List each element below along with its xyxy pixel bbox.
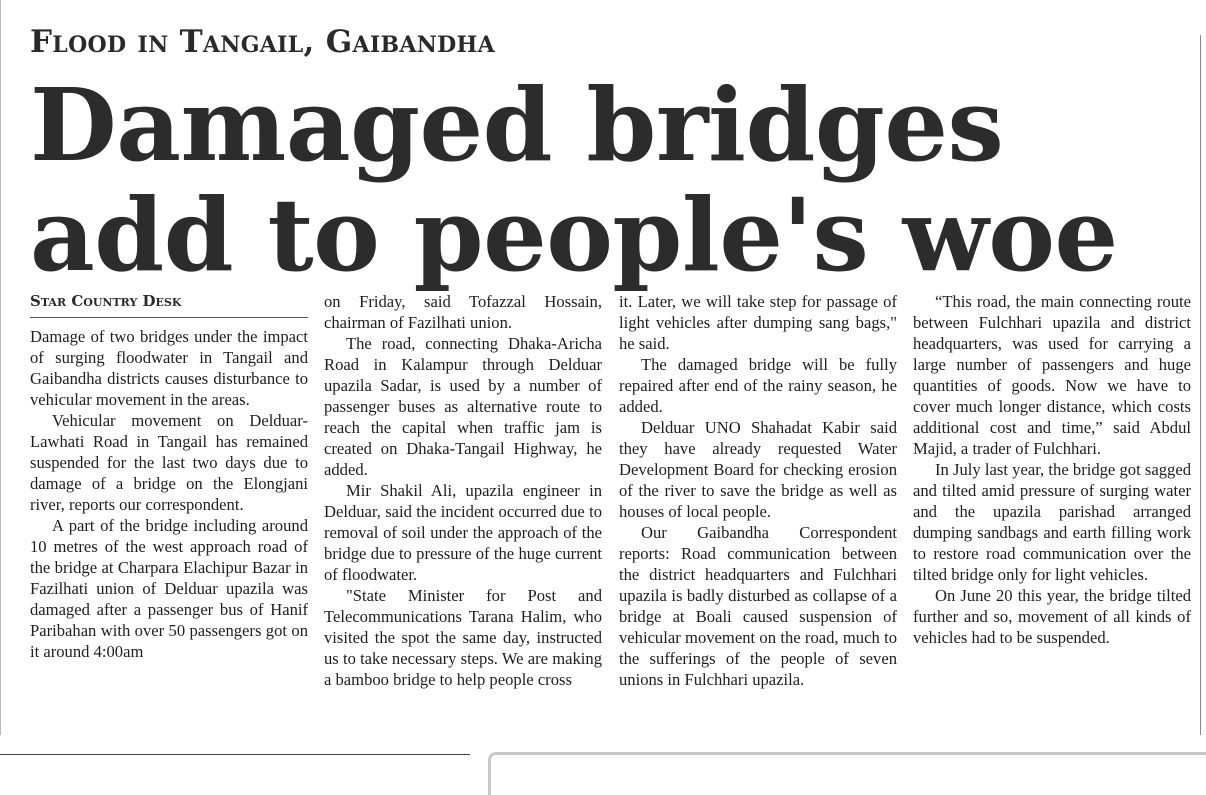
article-paragraph: Mir Shakil Ali, upazila engineer in Delduar, said the incident occurred due to removal of soil under the approach of the bridge due to pressure of the huge current of floodwater.: [324, 481, 602, 584]
article-paragraph: The road, connecting Dhaka-Aricha Road in Kalampur through Delduar upazila Sadar, is used by a number of passenger buses as alternative route to reach the capital when traffic jam is created on Dhaka-Tangail Highway, he added.: [324, 334, 602, 479]
page-right-border: [1200, 35, 1201, 735]
page-left-border: [0, 0, 1, 735]
article-headline: Damaged bridges add to people's woe: [30, 66, 1118, 294]
article-column-2: [324, 291, 602, 737]
article-paragraph: on Friday, said Tofazzal Hossain, chairman of Fazilhati union.: [324, 292, 602, 332]
byline: Star Country Desk: [30, 292, 182, 310]
article-column-4: [913, 291, 1191, 737]
article-paragraph: On June 20 this year, the bridge tilted further and so, movement of all kinds of vehicles had to be suspended.: [913, 586, 1191, 647]
article-paragraph: “This road, the main connecting route between Fulchhari upazila and district headquarters, was used for carrying a large number of passengers and huge quantities of goods. Now we have to cover much longer distance, which costs additional cost and time,” said Abdul Majid, a trader of Fulchhari.: [913, 292, 1191, 458]
article-paragraph: A part of the bridge including around 10 metres of the west approach road of the bridge at Charpara Elachipur Bazar in Fazilhati union of Delduar upazila was damaged after a passenger bus of Hanif Paribahan with over 50 passengers got on it around 4:00am: [30, 516, 308, 661]
article-paragraph: it. Later, we will take step for passage of light vehicles after dumping sang bags," he said.: [619, 292, 897, 353]
article-paragraph: Vehicular movement on Delduar-Lawhati Road in Tangail has remained suspended for the last two days due to damage of a bridge on the Elongjani river, reports our correspondent.: [30, 411, 308, 514]
article-paragraph: In July last year, the bridge got sagged and tilted amid pressure of surging water and the upazila parishad arranged dumping sandbags and earth filling work to restore road communication over the tilted bridge only for light vehicles.: [913, 460, 1191, 584]
article-column-3: [619, 291, 897, 737]
article-paragraph: Damage of two bridges under the impact of surging floodwater in Tangail and Gaibandha districts causes disturbance to vehicular movement in the areas.: [30, 327, 308, 409]
article-paragraph: Delduar UNO Shahadat Kabir said they have already requested Water Development Board for checking erosion of the river to save the bridge as well as houses of local people.: [619, 418, 897, 521]
next-article-box-edge: [488, 752, 1206, 795]
article-paragraph: "State Minister for Post and Telecommunications Tarana Halim, who visited the spot the same day, instructed us to take necessary steps. We are making a bamboo bridge to help people cross: [324, 586, 602, 689]
article-column-1: [30, 326, 308, 738]
article-paragraph: The damaged bridge will be fully repaired after end of the rainy season, he added.: [619, 355, 897, 416]
bottom-divider: [0, 754, 470, 755]
article-kicker: Flood in Tangail, Gaibandha: [30, 24, 495, 60]
byline-rule: [30, 317, 308, 318]
article-paragraph: Our Gaibandha Correspondent reports: Road communication between the district headquarters and Fulchhari upazila is badly disturbed as collapse of a bridge at Boali caused suspension of vehicular movement on the road, much to the sufferings of the people of seven unions in Fulchhari upazila.: [619, 523, 897, 689]
